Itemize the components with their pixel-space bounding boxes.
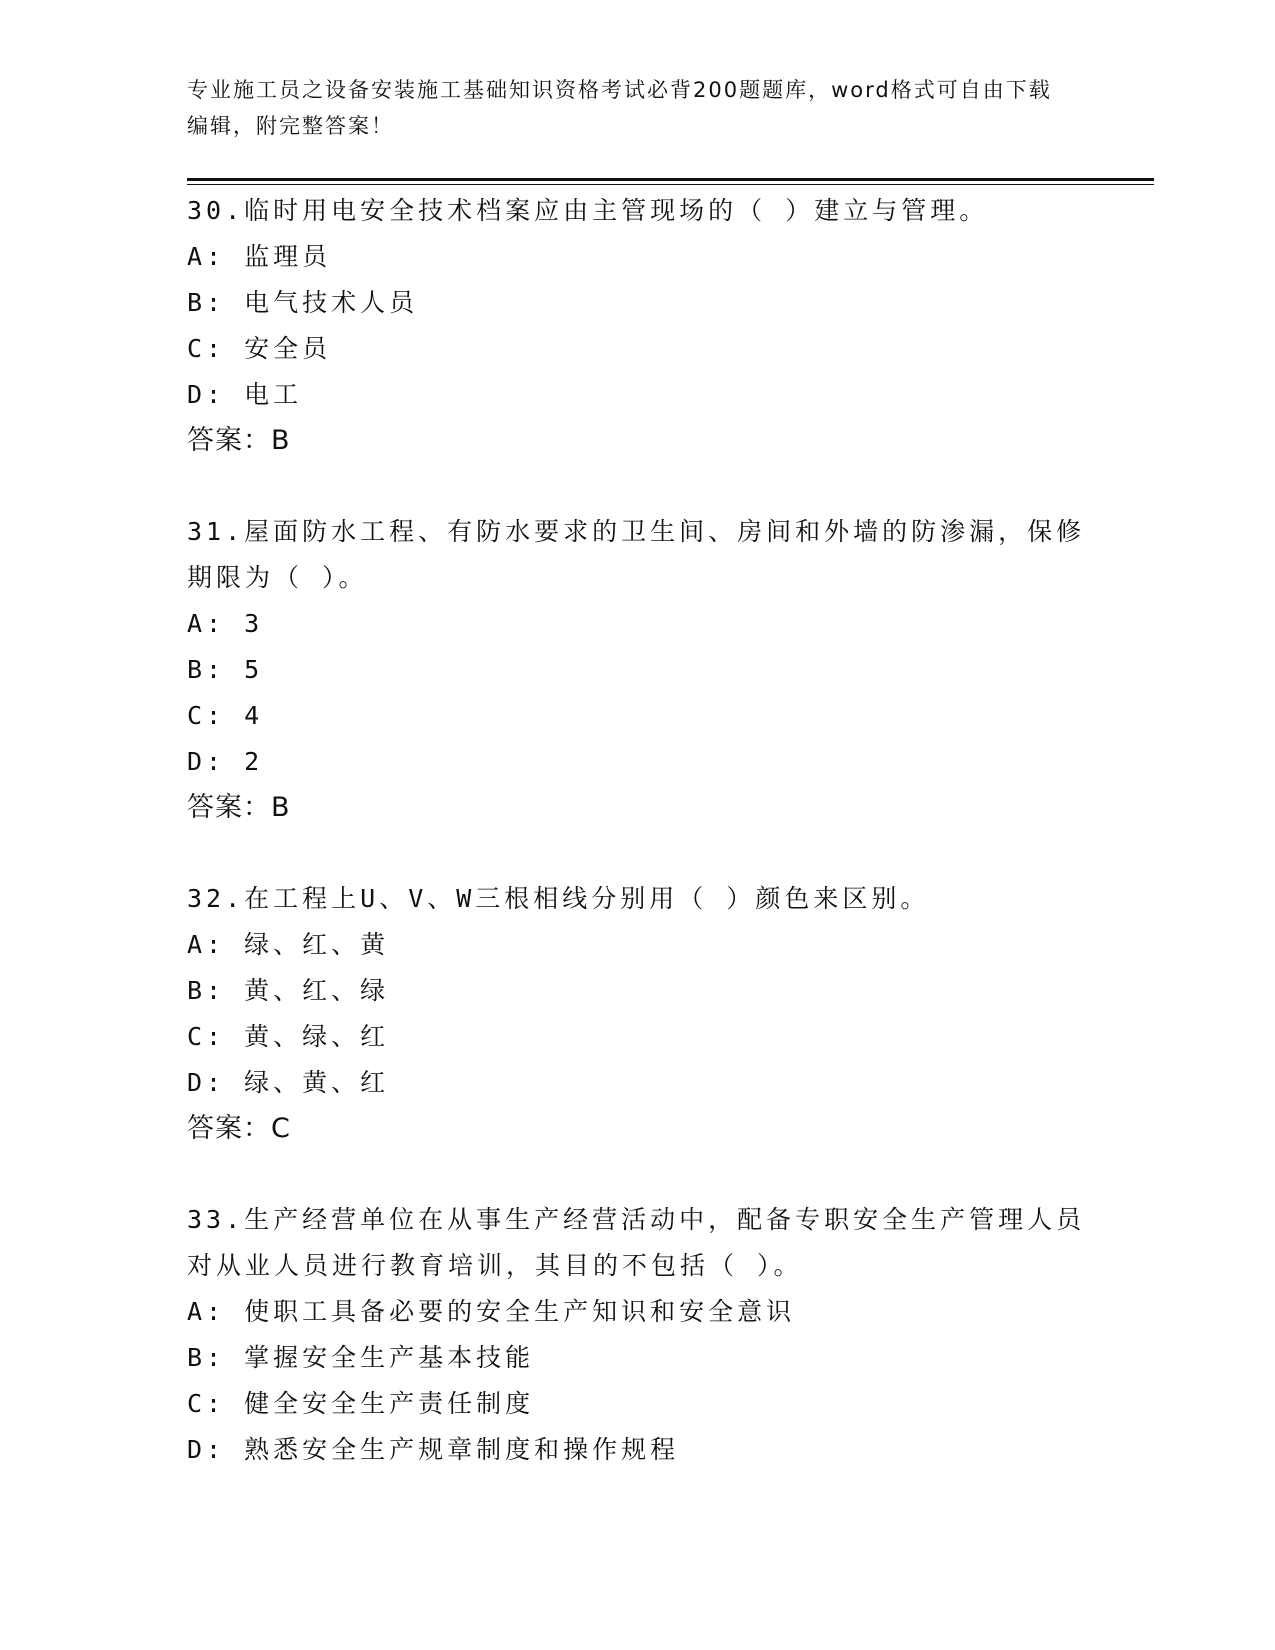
answer-key: 答案：C: [187, 1113, 291, 1144]
option-a: A: 监理员: [187, 242, 332, 271]
header-divider-thin: [187, 184, 1154, 185]
option-d: D: 电工: [187, 380, 303, 409]
option-c: C: 黄、绿、红: [187, 1022, 390, 1051]
option-d: D: 2: [187, 747, 264, 776]
question-30: [187, 188, 1087, 464]
question-stem: 32.在工程上U、V、W三根相线分别用（ ）颜色来区别。: [187, 884, 930, 913]
option-b: B: 黄、红、绿: [187, 976, 390, 1005]
option-d: D: 绿、黄、红: [187, 1068, 390, 1097]
option-c: C: 4: [187, 701, 264, 730]
option-c: C: 安全员: [187, 334, 332, 363]
answer-key: 答案：B: [187, 425, 291, 456]
question-31: [187, 509, 1087, 831]
document-header: 专业施工员之设备安装施工基础知识资格考试必背200题题库，word格式可自由下载编辑，附完整答案！: [187, 78, 1052, 138]
question-stem: 31.屋面防水工程、有防水要求的卫生间、房间和外墙的防渗漏，保修期限为（ ）。: [187, 517, 1086, 592]
question-stem: 33.生产经营单位在从事生产经营活动中，配备专职安全生产管理人员对从业人员进行教育培训，其目的不包括（ ）。: [187, 1205, 1086, 1280]
option-b: B: 5: [187, 655, 264, 684]
question-33: [187, 1197, 1087, 1473]
option-a: A: 使职工具备必要的安全生产知识和安全意识: [187, 1297, 796, 1326]
question-stem: 30.临时用电安全技术档案应由主管现场的（ ）建立与管理。: [187, 196, 989, 225]
question-list: [187, 188, 1087, 1473]
option-b: B: 掌握安全生产基本技能: [187, 1343, 535, 1372]
option-d: D: 熟悉安全生产规章制度和操作规程: [187, 1435, 680, 1464]
answer-key: 答案：B: [187, 792, 291, 823]
option-c: C: 健全安全生产责任制度: [187, 1389, 535, 1418]
option-a: A: 绿、红、黄: [187, 930, 390, 959]
question-32: [187, 876, 1087, 1152]
option-b: B: 电气技术人员: [187, 288, 419, 317]
option-a: A: 3: [187, 609, 264, 638]
header-divider-thick: [187, 178, 1154, 181]
